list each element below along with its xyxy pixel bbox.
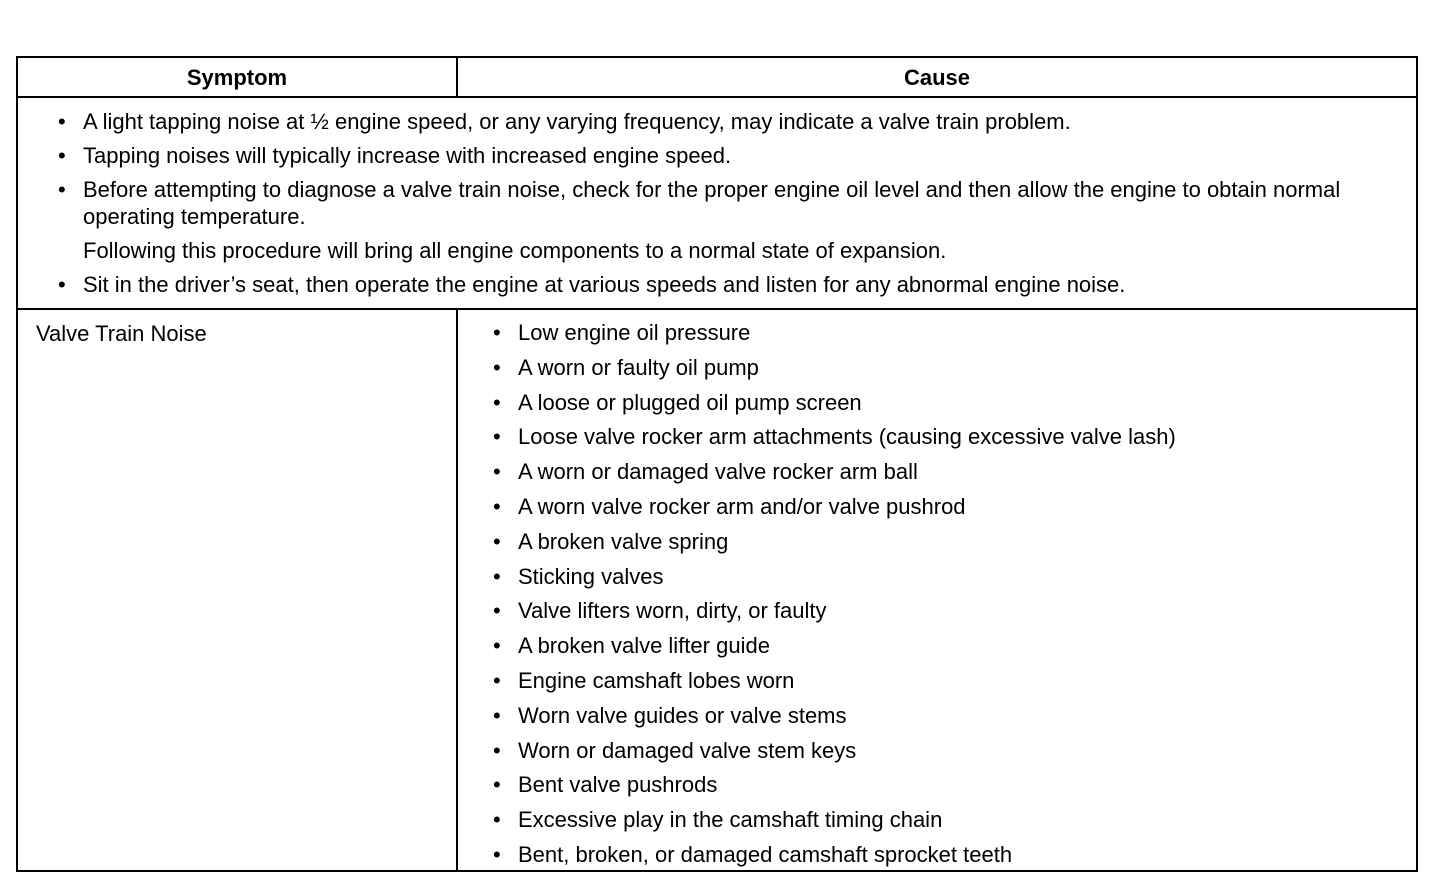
note-item [58, 108, 1358, 135]
notes-block [58, 108, 1358, 305]
bullet-icon: • [58, 143, 66, 168]
cause-text: A worn or faulty oil pump [518, 354, 759, 380]
note-text: A light tapping noise at ½ engine speed, or any varying frequency, may indicate a valve train problem. [83, 109, 1071, 134]
note-text: Following this procedure will bring all engine components to a normal state of expansion. [83, 238, 947, 263]
cause-text: Worn or damaged valve stem keys [518, 737, 857, 763]
bullet-icon: • [493, 807, 501, 833]
note-item [58, 176, 1358, 230]
bullet-icon: • [493, 459, 501, 485]
symptom-cell: Valve Train Noise [36, 321, 207, 346]
bullet-icon: • [58, 109, 66, 134]
cause-item [493, 631, 1393, 666]
bullet-icon: • [493, 772, 501, 798]
cause-item [493, 388, 1393, 423]
bullet-icon: • [493, 737, 501, 763]
bullet-icon: • [493, 702, 501, 728]
cause-text: Bent, broken, or damaged camshaft sprocket teeth [518, 841, 1013, 867]
note-text: Before attempting to diagnose a valve train noise, check for the proper engine oil level and then allow the engine to obtain normal operating temperature. [83, 177, 1341, 229]
bullet-icon: • [493, 563, 501, 589]
cause-text: Engine camshaft lobes worn [518, 667, 795, 693]
cause-text: A broken valve spring [518, 528, 729, 554]
bullet-icon: • [493, 354, 501, 380]
bullet-icon: • [493, 633, 501, 659]
header-cause: Cause [903, 65, 971, 90]
bullet-icon: • [493, 424, 501, 450]
bullet-icon: • [58, 177, 66, 202]
header-symptom: Symptom [186, 65, 288, 90]
cause-item [493, 318, 1393, 353]
note-item [58, 237, 1358, 264]
cause-item [493, 840, 1393, 875]
cause-text: A broken valve lifter guide [518, 633, 770, 659]
bullet-icon: • [493, 598, 501, 624]
notes-divider [18, 308, 1416, 310]
note-text: Sit in the driver’s seat, then operate the engine at various speeds and listen for any abnormal engine noise. [83, 272, 1126, 297]
cause-text: A loose or plugged oil pump screen [518, 389, 862, 415]
cause-item [493, 353, 1393, 388]
cause-text: Low engine oil pressure [518, 320, 751, 345]
cause-item [493, 701, 1393, 736]
bullet-icon: • [493, 841, 501, 867]
cause-item [493, 562, 1393, 597]
cause-item [493, 805, 1393, 840]
bullet-icon: • [493, 493, 501, 519]
cause-item [493, 457, 1393, 492]
cause-text: Worn valve guides or valve stems [518, 702, 847, 728]
cause-text: Sticking valves [518, 563, 664, 589]
cause-text: Bent valve pushrods [518, 772, 718, 798]
note-text: Tapping noises will typically increase with increased engine speed. [83, 143, 732, 168]
note-item [58, 271, 1358, 298]
cause-item [493, 492, 1393, 527]
bullet-icon: • [493, 667, 501, 693]
note-item [58, 142, 1358, 169]
cause-item [493, 770, 1393, 805]
row-column-divider [456, 310, 458, 870]
cause-item [493, 422, 1393, 457]
cause-text: Loose valve rocker arm attachments (causing excessive valve lash) [518, 424, 1176, 450]
cause-text: A worn valve rocker arm and/or valve pushrod [518, 493, 966, 519]
bullet-icon: • [493, 320, 501, 345]
cause-text: Valve lifters worn, dirty, or faulty [518, 598, 827, 624]
cause-text: A worn or damaged valve rocker arm ball [518, 459, 918, 485]
diagnosis-table [16, 56, 1418, 872]
cause-item [493, 736, 1393, 771]
causes-list [493, 318, 1393, 875]
bullet-icon: • [493, 528, 501, 554]
cause-item [493, 527, 1393, 562]
bullet-icon: • [58, 272, 66, 297]
bullet-icon: • [493, 389, 501, 415]
cause-item [493, 596, 1393, 631]
cause-item [493, 666, 1393, 701]
cause-text: Excessive play in the camshaft timing chain [518, 807, 943, 833]
